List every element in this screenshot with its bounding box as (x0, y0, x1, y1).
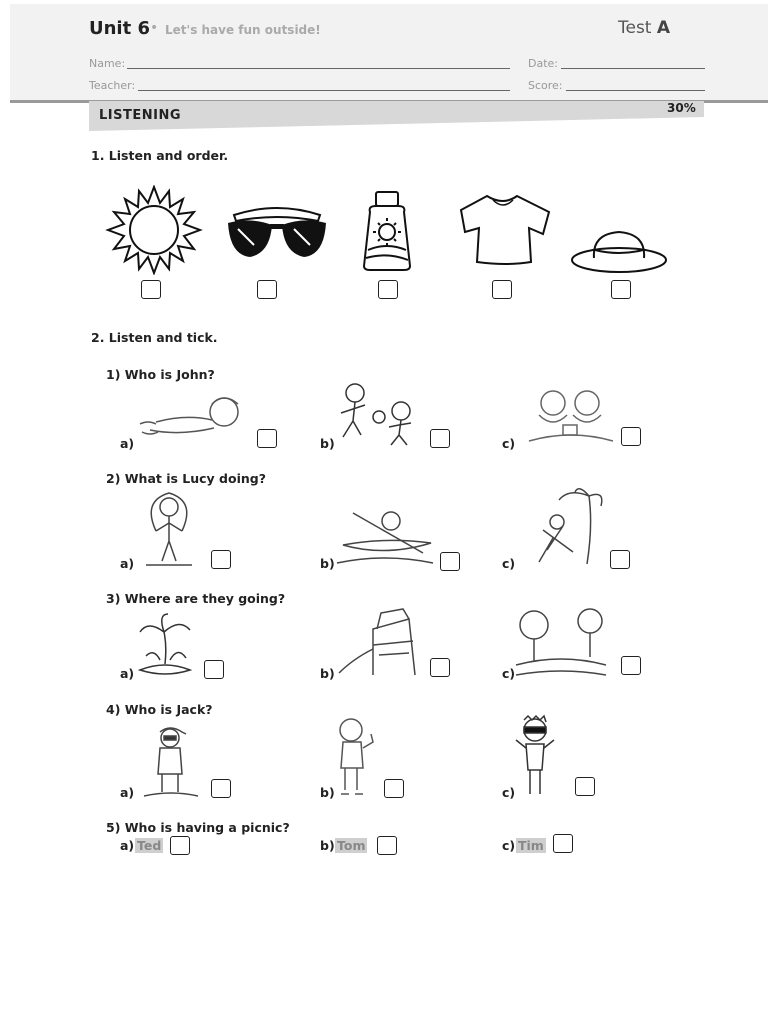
q5-option-b: b) (320, 838, 335, 853)
task1-instruction: 1. Listen and order. (91, 148, 229, 163)
test-prefix: Test (618, 18, 652, 38)
q1-box-b[interactable] (430, 429, 450, 448)
q2-box-c[interactable] (610, 550, 630, 569)
worksheet-header (10, 4, 768, 103)
question-5: 5) Who is having a picnic? (106, 820, 290, 835)
q4-box-a[interactable] (211, 779, 231, 798)
q2-option-b: b) (320, 556, 335, 571)
date-field[interactable] (561, 68, 705, 69)
q5-box-c[interactable] (553, 834, 573, 853)
unit-number: Unit 6 (89, 18, 150, 39)
q3-option-b: b) (320, 666, 335, 681)
order-box-sunglasses[interactable] (257, 280, 277, 299)
q1-box-c[interactable] (621, 427, 641, 446)
score-field[interactable] (566, 90, 705, 91)
skipping-girl-icon (136, 491, 202, 569)
date-label: Date: (528, 57, 558, 70)
test-letter: A (656, 18, 671, 38)
test-label (618, 18, 670, 38)
q2-option-a: a) (120, 556, 135, 571)
section-banner (89, 101, 704, 131)
q5-option-c: c) (502, 838, 516, 853)
task2-instruction: 2. Listen and tick. (91, 330, 218, 345)
football-boys-icon (333, 381, 423, 449)
section-percent: 30% (667, 101, 696, 115)
question-2: 2) What is Lucy doing? (106, 471, 266, 486)
teacher-label: Teacher: (89, 79, 136, 92)
kayak-girl-icon (333, 507, 437, 569)
score-label: Score: (528, 79, 563, 92)
q3-option-c: c) (502, 666, 516, 681)
q1-option-a: a) (120, 436, 135, 451)
island-icon (136, 612, 194, 678)
hat-icon (570, 228, 668, 274)
name-field[interactable] (127, 68, 510, 69)
q4-box-c[interactable] (575, 777, 595, 796)
q2-box-a[interactable] (211, 550, 231, 569)
sandcastle-kids-icon (525, 385, 617, 447)
question-3: 3) Where are they going? (106, 591, 286, 606)
deckchair-girl-icon (517, 486, 603, 568)
order-box-hat[interactable] (611, 280, 631, 299)
boy-sunglasses-icon (512, 714, 558, 798)
q4-box-b[interactable] (384, 779, 404, 798)
q5-box-a[interactable] (170, 836, 190, 855)
title-separator: • (150, 20, 159, 36)
q4-option-c: c) (502, 785, 516, 800)
q1-option-c: c) (502, 436, 516, 451)
q5-option-a: a) (120, 838, 135, 853)
section-title: LISTENING (99, 108, 181, 123)
teacher-field[interactable] (138, 90, 510, 91)
sunscreen-icon (360, 190, 414, 272)
boy-with-cap-icon (140, 724, 202, 800)
q3-option-a: a) (120, 666, 135, 681)
park-icon (514, 605, 608, 679)
name-label: Name: (89, 57, 126, 70)
q3-box-c[interactable] (621, 656, 641, 675)
boy-thumbs-up-icon (333, 716, 377, 798)
q5-box-b[interactable] (377, 836, 397, 855)
swimming-boy-icon (136, 392, 252, 444)
q2-option-c: c) (502, 556, 516, 571)
t-shirt-icon (457, 190, 555, 266)
sun-icon (104, 185, 204, 275)
q1-box-a[interactable] (257, 429, 277, 448)
q5-name-ted: Ted (137, 838, 162, 853)
q1-option-b: b) (320, 436, 335, 451)
order-box-t-shirt[interactable] (492, 280, 512, 299)
q3-box-b[interactable] (430, 658, 450, 677)
question-4: 4) Who is Jack? (106, 702, 213, 717)
playground-icon (333, 605, 421, 677)
q5-name-tom: Tom (337, 838, 366, 853)
sunglasses-icon (224, 205, 330, 263)
unit-title: Let's have fun outside! (165, 23, 321, 37)
q4-option-a: a) (120, 785, 135, 800)
q2-box-b[interactable] (440, 552, 460, 571)
q3-box-a[interactable] (204, 660, 224, 679)
question-1: 1) Who is John? (106, 367, 215, 382)
order-box-sunscreen[interactable] (378, 280, 398, 299)
q5-name-tim: Tim (518, 838, 544, 853)
q4-option-b: b) (320, 785, 335, 800)
order-box-sun[interactable] (141, 280, 161, 299)
